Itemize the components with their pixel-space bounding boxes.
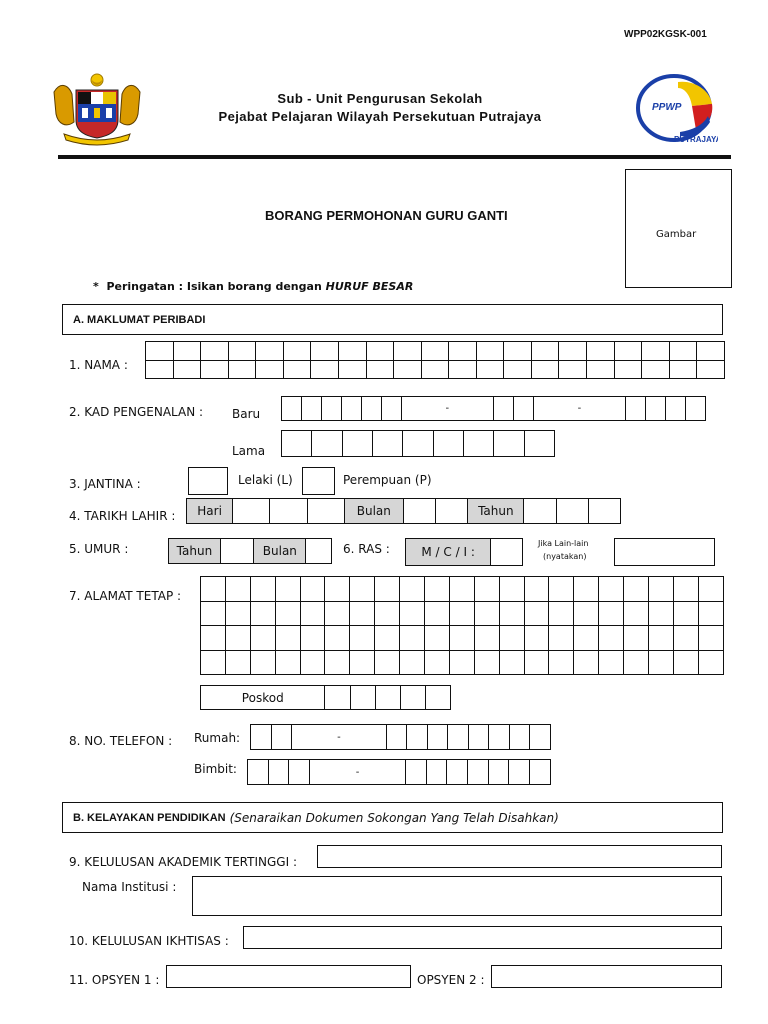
char-cell[interactable] [283, 360, 311, 379]
char-cell[interactable] [531, 360, 559, 379]
char-cell[interactable] [642, 342, 670, 361]
char-cell[interactable] [394, 360, 422, 379]
date-cell[interactable] [307, 499, 344, 524]
char-cell[interactable] [173, 360, 201, 379]
char-cell[interactable] [488, 760, 509, 785]
char-cell[interactable] [372, 431, 402, 457]
char-cell[interactable] [433, 431, 463, 457]
char-cell[interactable] [381, 397, 401, 421]
poskod-cell[interactable] [350, 686, 375, 710]
char-cell[interactable] [375, 601, 400, 626]
char-cell[interactable] [375, 626, 400, 651]
char-cell[interactable] [311, 360, 339, 379]
char-cell[interactable] [698, 650, 723, 675]
char-cell[interactable] [201, 650, 226, 675]
char-cell[interactable] [282, 431, 312, 457]
char-cell[interactable] [325, 626, 350, 651]
char-cell[interactable] [524, 626, 549, 651]
char-cell[interactable] [587, 342, 615, 361]
char-cell[interactable] [341, 397, 361, 421]
char-cell[interactable] [698, 577, 723, 602]
alamat-label: 7. ALAMAT TETAP : [69, 589, 182, 603]
jantina-label: 3. JANTINA : [69, 477, 141, 491]
char-cell[interactable] [275, 650, 300, 675]
char-cell[interactable] [448, 725, 469, 750]
char-cell[interactable] [474, 601, 499, 626]
char-cell[interactable] [669, 342, 697, 361]
char-cell[interactable] [599, 650, 624, 675]
char-cell[interactable] [325, 650, 350, 675]
separator-dash: - [310, 760, 406, 785]
kad-pengenalan-label: 2. KAD PENGENALAN : [69, 405, 204, 419]
char-cell[interactable] [250, 650, 275, 675]
char-cell[interactable] [283, 342, 311, 361]
char-cell[interactable] [642, 360, 670, 379]
char-cell[interactable] [400, 601, 425, 626]
char-cell[interactable] [449, 601, 474, 626]
telefon-bimbit-grid[interactable] [247, 759, 551, 785]
section-a-header [62, 304, 723, 335]
char-cell[interactable] [350, 650, 375, 675]
char-cell[interactable] [282, 397, 302, 421]
ikhtisas-input[interactable] [243, 926, 722, 949]
char-cell[interactable] [530, 725, 551, 750]
char-cell[interactable] [649, 577, 674, 602]
char-cell[interactable] [405, 760, 426, 785]
umur-bulan-label: Bulan [254, 539, 306, 564]
char-cell[interactable] [673, 577, 698, 602]
char-cell[interactable] [256, 360, 284, 379]
char-cell[interactable] [574, 650, 599, 675]
alamat-grid[interactable] [200, 576, 724, 675]
char-cell[interactable] [549, 650, 574, 675]
char-cell[interactable] [599, 601, 624, 626]
char-cell[interactable] [201, 626, 226, 651]
char-cell[interactable] [338, 360, 366, 379]
perempuan-label: Perempuan (P) [343, 473, 432, 487]
umur-label: 5. UMUR : [69, 542, 129, 556]
char-cell[interactable] [366, 360, 394, 379]
char-cell[interactable] [476, 342, 504, 361]
char-cell[interactable] [474, 650, 499, 675]
document-code: WPP02KGSK-001 [624, 29, 707, 40]
char-cell[interactable] [248, 760, 269, 785]
char-cell[interactable] [449, 342, 477, 361]
char-cell[interactable] [350, 601, 375, 626]
perempuan-checkbox[interactable] [302, 467, 335, 495]
telefon-rumah-grid[interactable] [250, 724, 551, 750]
char-cell[interactable] [494, 431, 524, 457]
date-cell[interactable] [588, 499, 620, 524]
char-cell[interactable] [201, 342, 229, 361]
photo-label: Gambar [656, 229, 697, 240]
form-title: BORANG PERMOHONAN GURU GANTI [265, 208, 508, 223]
char-cell[interactable] [574, 601, 599, 626]
ras-options-label: M / C / I : [406, 539, 491, 566]
char-cell[interactable] [225, 626, 250, 651]
telefon-label: 8. NO. TELEFON : [69, 734, 173, 748]
poskod-cell[interactable] [425, 686, 450, 710]
char-cell[interactable] [447, 760, 468, 785]
char-cell[interactable] [361, 397, 381, 421]
char-cell[interactable] [201, 577, 226, 602]
umur-grid[interactable] [168, 538, 332, 564]
char-cell[interactable] [173, 342, 201, 361]
char-cell[interactable] [146, 360, 174, 379]
lama-label: Lama [232, 444, 266, 458]
header-office-name: Pejabat Pelajaran Wilayah Persekutuan Putrajaya [218, 109, 542, 124]
section-b-header [62, 802, 723, 833]
char-cell[interactable] [146, 342, 174, 361]
hari-label: Hari [187, 499, 233, 524]
char-cell[interactable] [698, 626, 723, 651]
char-cell[interactable] [342, 431, 372, 457]
char-cell[interactable] [201, 360, 229, 379]
char-cell[interactable] [509, 725, 530, 750]
date-cell[interactable] [524, 499, 556, 524]
char-cell[interactable] [624, 601, 649, 626]
char-cell[interactable] [574, 577, 599, 602]
poskod-grid[interactable] [200, 685, 451, 710]
date-cell[interactable] [403, 499, 435, 524]
char-cell[interactable] [559, 360, 587, 379]
ppwp-logo [634, 72, 718, 148]
umur-cell[interactable] [306, 539, 332, 564]
char-cell[interactable] [474, 626, 499, 651]
char-cell[interactable] [321, 397, 341, 421]
char-cell[interactable] [407, 725, 428, 750]
char-cell[interactable] [425, 577, 450, 602]
ikhtisas-label: 10. KELULUSAN IKHTISAS : [69, 934, 229, 948]
char-cell[interactable] [449, 626, 474, 651]
char-cell[interactable] [366, 342, 394, 361]
separator-dash: - [533, 397, 625, 421]
char-cell[interactable] [504, 342, 532, 361]
char-cell[interactable] [669, 360, 697, 379]
char-cell[interactable] [427, 725, 448, 750]
char-cell[interactable] [599, 626, 624, 651]
section-b-note: (Senaraikan Dokumen Sokongan Yang Telah Disahkan) [229, 810, 559, 825]
char-cell[interactable] [350, 626, 375, 651]
char-cell[interactable] [449, 360, 477, 379]
date-cell[interactable] [233, 499, 270, 524]
umur-tahun-label: Tahun [169, 539, 221, 564]
lelaki-checkbox[interactable] [188, 467, 228, 495]
char-cell[interactable] [673, 626, 698, 651]
ras-lain-input[interactable] [614, 538, 715, 566]
svg-text:PUTRAJAYA: PUTRAJAYA [674, 135, 718, 144]
tarikh-lahir-label: 4. TARIKH LAHIR : [69, 509, 176, 523]
char-cell[interactable] [271, 725, 292, 750]
svg-text:PPWP: PPWP [652, 102, 682, 113]
date-cell[interactable] [270, 499, 307, 524]
tahun-label: Tahun [468, 499, 524, 524]
char-cell[interactable] [499, 601, 524, 626]
char-cell[interactable] [530, 760, 551, 785]
char-cell[interactable] [645, 397, 665, 421]
char-cell[interactable] [476, 360, 504, 379]
institusi-input[interactable] [192, 876, 722, 916]
char-cell[interactable] [468, 760, 489, 785]
bimbit-label: Bimbit: [194, 762, 237, 776]
akademik-input[interactable] [317, 845, 722, 868]
lelaki-label: Lelaki (L) [238, 473, 293, 487]
char-cell[interactable] [350, 577, 375, 602]
institusi-label: Nama Institusi : [82, 880, 177, 894]
char-cell[interactable] [300, 601, 325, 626]
char-cell[interactable] [624, 577, 649, 602]
char-cell[interactable] [426, 760, 447, 785]
char-cell[interactable] [499, 577, 524, 602]
char-cell[interactable] [614, 342, 642, 361]
header-unit-name: Sub - Unit Pengurusan Sekolah [277, 91, 483, 106]
baru-label: Baru [232, 407, 261, 421]
opsyen1-label: 11. OPSYEN 1 : [69, 973, 160, 987]
char-cell[interactable] [400, 577, 425, 602]
char-cell[interactable] [449, 577, 474, 602]
char-cell[interactable] [625, 397, 645, 421]
char-cell[interactable] [614, 360, 642, 379]
char-cell[interactable] [256, 342, 284, 361]
lain-lain-label: Jika Lain-lain [538, 539, 589, 548]
opsyen2-input[interactable] [491, 965, 722, 988]
char-cell[interactable] [228, 360, 256, 379]
char-cell[interactable] [425, 626, 450, 651]
char-cell[interactable] [251, 725, 272, 750]
char-cell[interactable] [325, 601, 350, 626]
photo-box[interactable] [625, 169, 732, 288]
char-cell[interactable] [375, 650, 400, 675]
char-cell[interactable] [474, 577, 499, 602]
opsyen2-label: OPSYEN 2 : [417, 973, 485, 987]
poskod-cell[interactable] [400, 686, 425, 710]
char-cell[interactable] [400, 650, 425, 675]
char-cell[interactable] [499, 626, 524, 651]
char-cell[interactable] [312, 431, 342, 457]
header-divider [58, 155, 731, 159]
char-cell[interactable] [697, 342, 725, 361]
char-cell[interactable] [300, 626, 325, 651]
char-cell[interactable] [685, 397, 705, 421]
ras-grid[interactable] [405, 538, 523, 566]
char-cell[interactable] [386, 725, 407, 750]
char-cell[interactable] [375, 577, 400, 602]
separator-dash: - [292, 725, 387, 750]
char-cell[interactable] [513, 397, 533, 421]
char-cell[interactable] [524, 431, 554, 457]
char-cell[interactable] [400, 626, 425, 651]
tarikh-lahir-grid[interactable] [186, 498, 621, 524]
char-cell[interactable] [559, 342, 587, 361]
char-cell[interactable] [403, 431, 433, 457]
coat-of-arms-logo [48, 70, 146, 148]
char-cell[interactable] [599, 577, 624, 602]
section-a-title: A. MAKLUMAT PERIBADI [73, 313, 206, 326]
char-cell[interactable] [665, 397, 685, 421]
ras-label: 6. RAS : [343, 542, 390, 556]
bulan-label: Bulan [344, 499, 403, 524]
char-cell[interactable] [549, 601, 574, 626]
rumah-label: Rumah: [194, 731, 241, 745]
char-cell[interactable] [549, 577, 574, 602]
char-cell[interactable] [524, 650, 549, 675]
poskod-cell[interactable] [375, 686, 400, 710]
char-cell[interactable] [574, 626, 599, 651]
char-cell[interactable] [531, 342, 559, 361]
char-cell[interactable] [698, 601, 723, 626]
char-cell[interactable] [499, 650, 524, 675]
char-cell[interactable] [449, 650, 474, 675]
char-cell[interactable] [421, 342, 449, 361]
opsyen1-input[interactable] [166, 965, 411, 988]
char-cell[interactable] [673, 601, 698, 626]
date-cell[interactable] [436, 499, 468, 524]
char-cell[interactable] [504, 360, 532, 379]
section-b-title: B. KELAYAKAN PENDIDIKAN [73, 811, 226, 824]
char-cell[interactable] [338, 342, 366, 361]
char-cell[interactable] [268, 760, 289, 785]
char-cell[interactable] [325, 577, 350, 602]
char-cell[interactable] [649, 601, 674, 626]
char-cell[interactable] [697, 360, 725, 379]
char-cell[interactable] [493, 397, 513, 421]
ic-old-grid[interactable] [281, 430, 555, 457]
char-cell[interactable] [228, 342, 256, 361]
char-cell[interactable] [301, 397, 321, 421]
ras-cell[interactable] [491, 539, 523, 566]
ic-new-grid[interactable] [281, 396, 706, 421]
char-cell[interactable] [587, 360, 615, 379]
char-cell[interactable] [649, 650, 674, 675]
akademik-label: 9. KELULUSAN AKADEMIK TERTINGGI : [69, 855, 297, 869]
char-cell[interactable] [225, 601, 250, 626]
char-cell[interactable] [300, 577, 325, 602]
char-cell[interactable] [275, 601, 300, 626]
char-cell[interactable] [250, 626, 275, 651]
separator-dash: - [401, 397, 493, 421]
char-cell[interactable] [275, 577, 300, 602]
nama-label: 1. NAMA : [69, 358, 128, 372]
poskod-label: Poskod [201, 686, 325, 710]
umur-cell[interactable] [220, 539, 254, 564]
char-cell[interactable] [524, 601, 549, 626]
char-cell[interactable] [524, 577, 549, 602]
char-cell[interactable] [673, 650, 698, 675]
char-cell[interactable] [624, 650, 649, 675]
char-cell[interactable] [509, 760, 530, 785]
char-cell[interactable] [425, 601, 450, 626]
char-cell[interactable] [225, 577, 250, 602]
poskod-cell[interactable] [325, 686, 350, 710]
char-cell[interactable] [250, 577, 275, 602]
char-cell[interactable] [289, 760, 310, 785]
char-cell[interactable] [649, 626, 674, 651]
char-cell[interactable] [463, 431, 493, 457]
char-cell[interactable] [421, 360, 449, 379]
char-cell[interactable] [468, 725, 489, 750]
char-cell[interactable] [275, 626, 300, 651]
char-cell[interactable] [225, 650, 250, 675]
date-cell[interactable] [556, 499, 588, 524]
nyatakan-label: (nyatakan) [543, 552, 587, 561]
nama-grid[interactable] [145, 341, 725, 379]
char-cell[interactable] [300, 650, 325, 675]
char-cell[interactable] [394, 342, 422, 361]
char-cell[interactable] [624, 626, 649, 651]
char-cell[interactable] [201, 601, 226, 626]
warning-note: * Peringatan : Isikan borang dengan HURUF BESAR [93, 280, 414, 293]
char-cell[interactable] [250, 601, 275, 626]
char-cell[interactable] [549, 626, 574, 651]
char-cell[interactable] [311, 342, 339, 361]
char-cell[interactable] [489, 725, 510, 750]
char-cell[interactable] [425, 650, 450, 675]
